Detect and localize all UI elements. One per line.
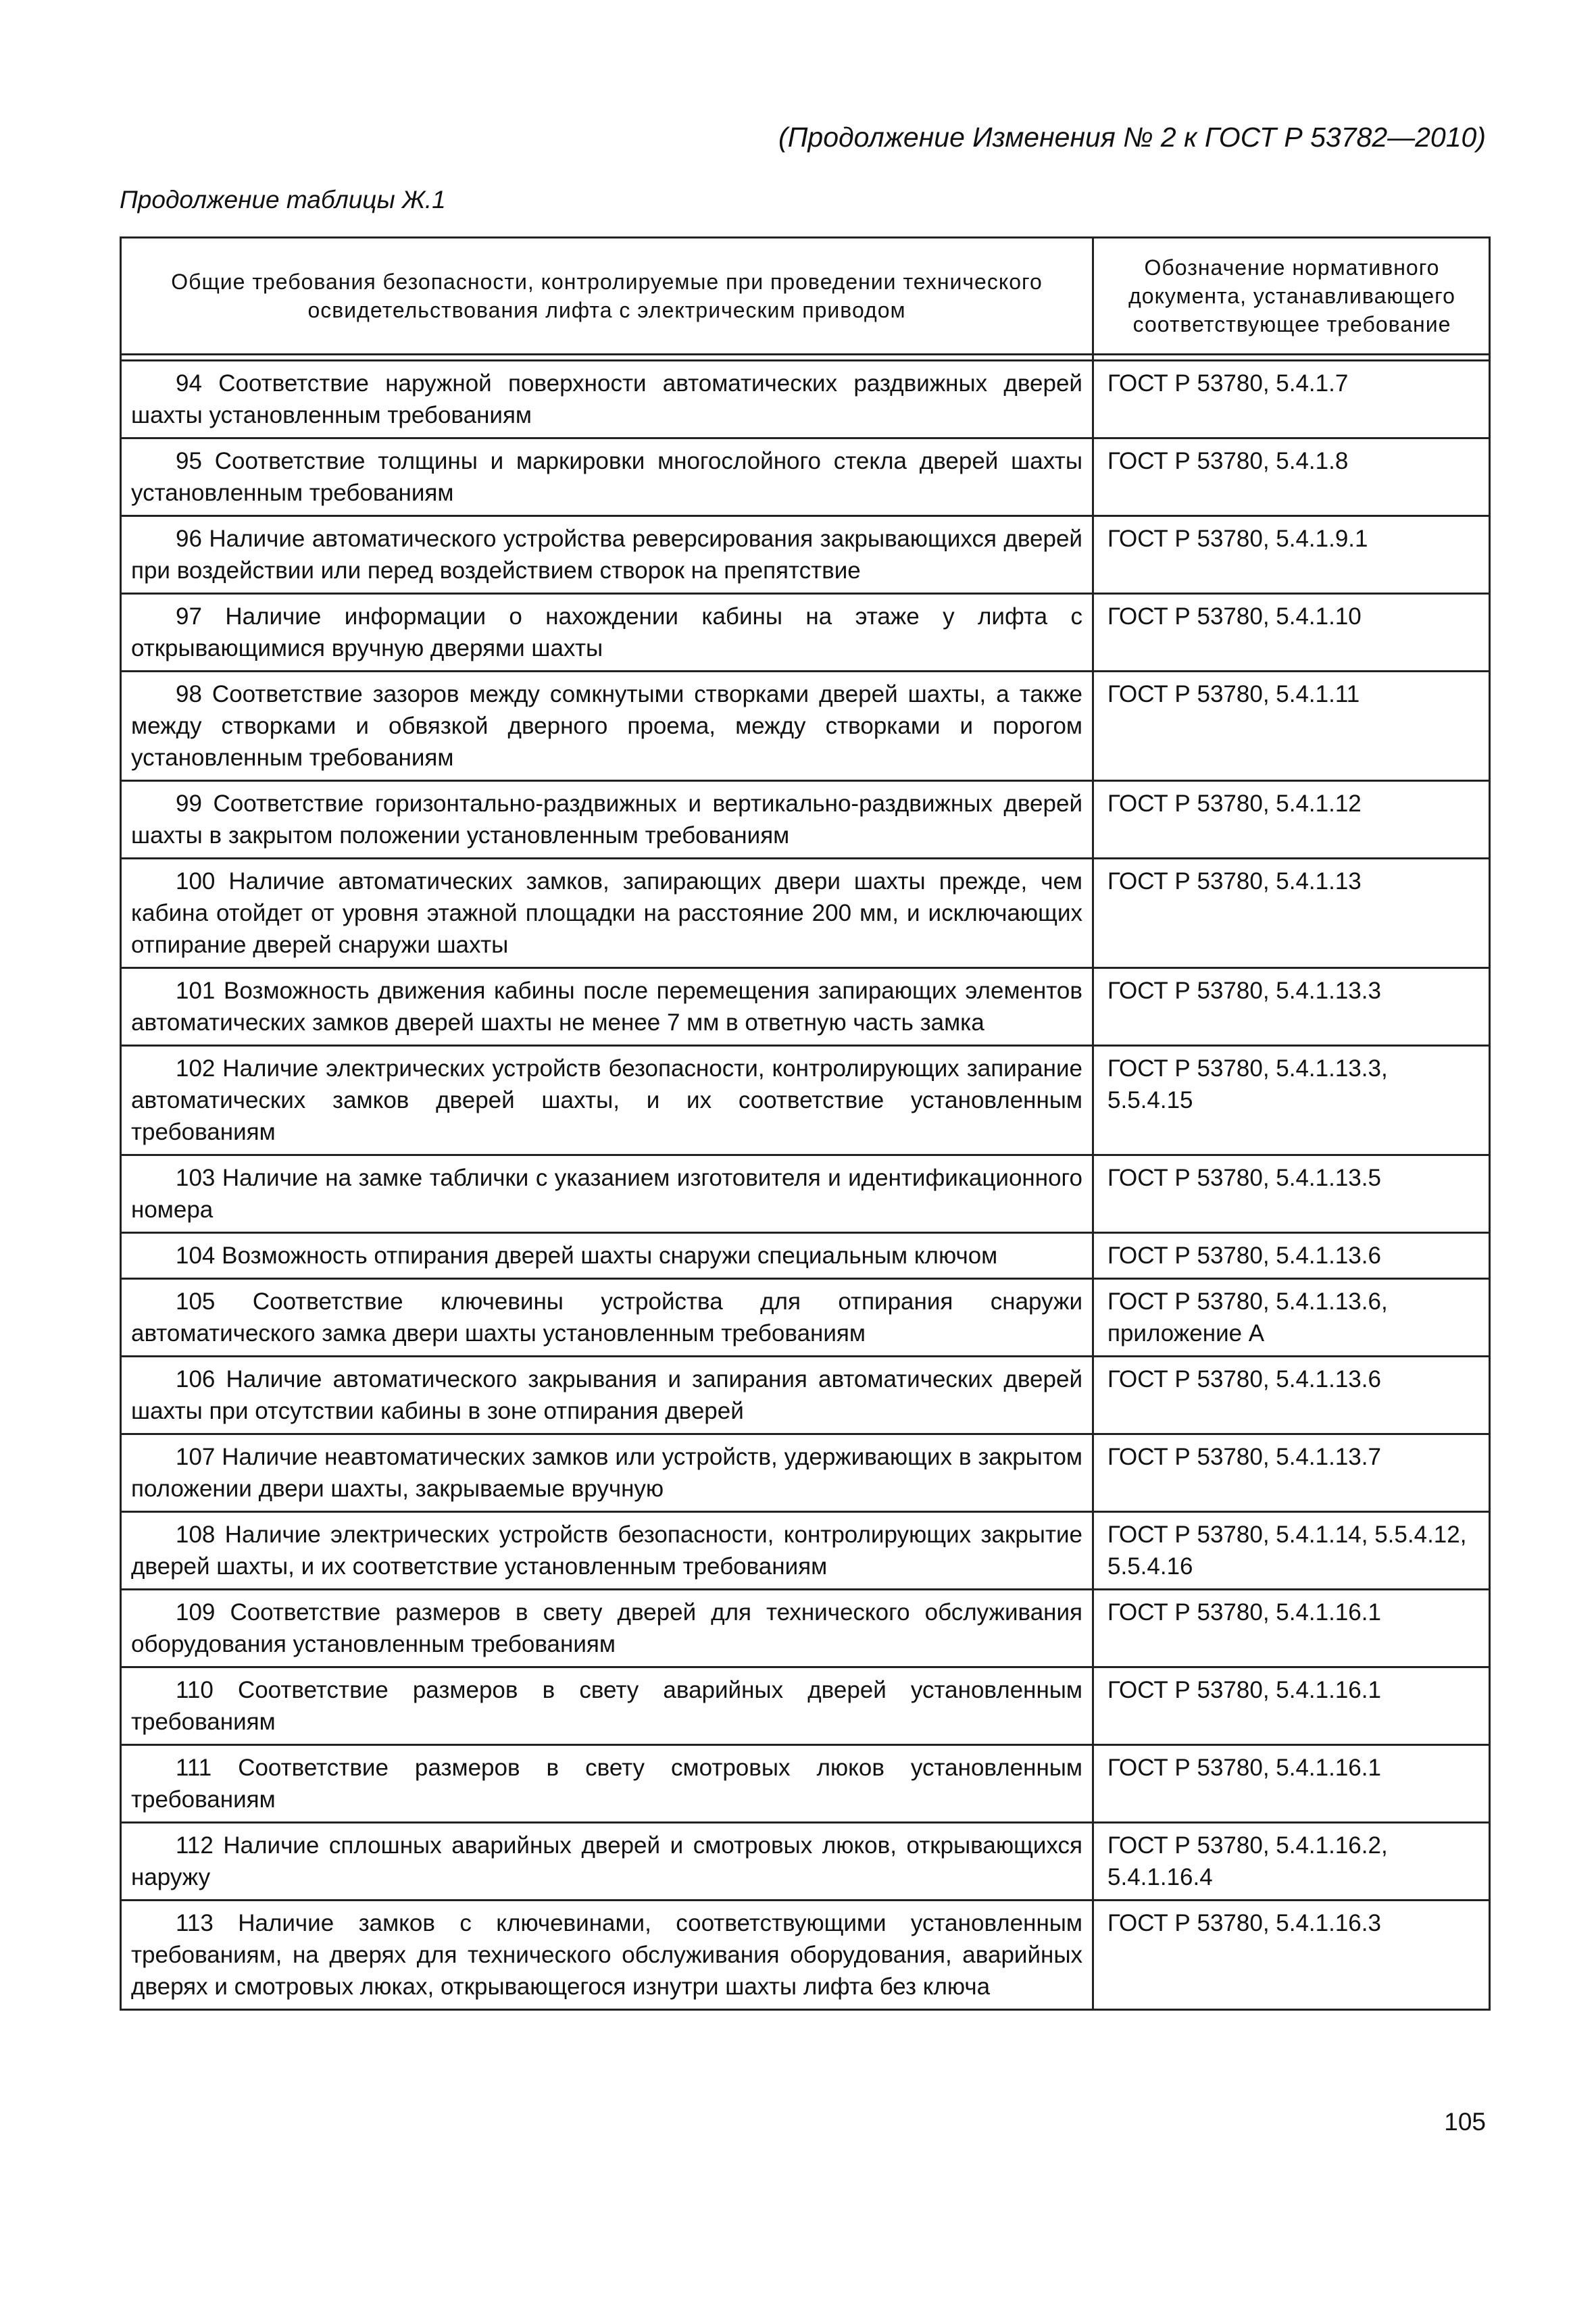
table-row bbox=[121, 968, 1490, 1046]
requirement-text: 98 Соответствие зазоров между сомкнутыми створками дверей шахты, а также между створками и обвязкой дверного проема, между створками и порогом установленным требованиям bbox=[131, 681, 1082, 771]
table-row bbox=[121, 1233, 1490, 1279]
document-reference: ГОСТ Р 53780, 5.4.1.13.3, 5.5.4.15 bbox=[1093, 1046, 1490, 1155]
table-row bbox=[121, 781, 1490, 859]
document-reference: ГОСТ Р 53780, 5.4.1.13.6, приложение А bbox=[1093, 1279, 1490, 1357]
table-row bbox=[121, 1667, 1490, 1745]
requirement-text: 100 Наличие автоматических замков, запирающих двери шахты прежде, чем кабина отойдет от уровня этажной площадки на расстояние 200 мм, и исключающих отпирание дверей снаружи шахты bbox=[131, 868, 1082, 958]
requirement-text: 97 Наличие информации о нахождении кабины на этаже у лифта с открывающимися вручную дверями шахты bbox=[131, 603, 1082, 661]
requirement-text: 106 Наличие автоматического закрывания и запирания автоматических дверей шахты при отсутствии кабины в зоне отпирания дверей bbox=[131, 1366, 1082, 1424]
table-row bbox=[121, 1590, 1490, 1667]
table-row bbox=[121, 1434, 1490, 1512]
document-reference: ГОСТ Р 53780, 5.4.1.16.1 bbox=[1093, 1667, 1490, 1745]
column-header-requirements: Общие требования безопасности, контролируемые при проведении технического освидетельствования лифта с электрическим приводом bbox=[121, 238, 1093, 355]
document-reference: ГОСТ Р 53780, 5.4.1.9.1 bbox=[1093, 516, 1490, 594]
table-header-row bbox=[121, 238, 1490, 355]
requirement-text: 112 Наличие сплошных аварийных дверей и смотровых люков, открывающихся наружу bbox=[131, 1832, 1082, 1890]
column-header-document: Обозначение нормативного документа, устанавливающего соответствующее требование bbox=[1093, 238, 1490, 355]
requirement-text: 99 Соответствие горизонтально-раздвижных и вертикально-раздвижных дверей шахты в закрытом положении установленным требованиям bbox=[131, 790, 1082, 849]
requirement-text: 96 Наличие автоматического устройства реверсирования закрывающихся дверей при воздействии или перед воздействием створок на препятствие bbox=[131, 526, 1082, 584]
document-reference: ГОСТ Р 53780, 5.4.1.13.3 bbox=[1093, 968, 1490, 1046]
document-reference: ГОСТ Р 53780, 5.4.1.13 bbox=[1093, 859, 1490, 968]
table-row bbox=[121, 1046, 1490, 1155]
requirement-text: 111 Соответствие размеров в свету смотровых люков установленным требованиям bbox=[131, 1755, 1082, 1813]
document-reference: ГОСТ Р 53780, 5.4.1.12 bbox=[1093, 781, 1490, 859]
header-separator bbox=[121, 355, 1490, 361]
document-reference: ГОСТ Р 53780, 5.4.1.16.1 bbox=[1093, 1745, 1490, 1823]
table-row bbox=[121, 1155, 1490, 1233]
requirements-table bbox=[120, 236, 1491, 2011]
table-row bbox=[121, 672, 1490, 781]
requirement-text: 110 Соответствие размеров в свету аварийных дверей установленным требованиям bbox=[131, 1677, 1082, 1735]
document-reference: ГОСТ Р 53780, 5.4.1.14, 5.5.4.12, 5.5.4.16 bbox=[1093, 1512, 1490, 1590]
table-row bbox=[121, 1745, 1490, 1823]
requirement-text: 108 Наличие электрических устройств безопасности, контролирующих закрытие дверей шахты, и их соответствие установленным требованиям bbox=[131, 1521, 1082, 1580]
table-row bbox=[121, 859, 1490, 968]
requirement-text: 102 Наличие электрических устройств безопасности, контролирующих запирание автоматических замков дверей шахты, и их соответствие установленным требованиям bbox=[131, 1055, 1082, 1145]
document-reference: ГОСТ Р 53780, 5.4.1.13.6 bbox=[1093, 1233, 1490, 1279]
document-reference: ГОСТ Р 53780, 5.4.1.7 bbox=[1093, 361, 1490, 438]
requirement-text: 107 Наличие неавтоматических замков или устройств, удерживающих в закрытом положении двери шахты, закрываемые вручную bbox=[131, 1444, 1082, 1502]
document-reference: ГОСТ Р 53780, 5.4.1.13.5 bbox=[1093, 1155, 1490, 1233]
document-reference: ГОСТ Р 53780, 5.4.1.13.7 bbox=[1093, 1434, 1490, 1512]
requirement-text: 95 Соответствие толщины и маркировки многослойного стекла дверей шахты установленным требованиям bbox=[131, 448, 1082, 506]
table-row bbox=[121, 1901, 1490, 2010]
requirement-text: 103 Наличие на замке таблички с указанием изготовителя и идентификационного номера bbox=[131, 1165, 1082, 1223]
document-reference: ГОСТ Р 53780, 5.4.1.16.3 bbox=[1093, 1901, 1490, 2010]
table-row bbox=[121, 594, 1490, 672]
requirement-text: 113 Наличие замков с ключевинами, соответствующими установленным требованиям, на дверях для технического обслуживания оборудования, аварийных дверях и смотровых люках, открывающегося изнутри шахты лифта без ключа bbox=[131, 1910, 1082, 2000]
page-number: 105 bbox=[1444, 2108, 1486, 2136]
running-title: (Продолжение Изменения № 2 к ГОСТ Р 53782—2010) bbox=[778, 122, 1486, 153]
requirement-text: 109 Соответствие размеров в свету дверей для технического обслуживания оборудования установленным требованиям bbox=[131, 1599, 1082, 1657]
table-row bbox=[121, 438, 1490, 516]
document-reference: ГОСТ Р 53780, 5.4.1.10 bbox=[1093, 594, 1490, 672]
document-reference: ГОСТ Р 53780, 5.4.1.8 bbox=[1093, 438, 1490, 516]
requirement-text: 94 Соответствие наружной поверхности автоматических раздвижных дверей шахты установленным требованиям bbox=[131, 370, 1082, 428]
requirement-text: 104 Возможность отпирания дверей шахты снаружи специальным ключом bbox=[176, 1242, 998, 1269]
table-caption: Продолжение таблицы Ж.1 bbox=[120, 186, 446, 213]
table-row bbox=[121, 1279, 1490, 1357]
table-row bbox=[121, 361, 1490, 438]
document-reference: ГОСТ Р 53780, 5.4.1.13.6 bbox=[1093, 1357, 1490, 1434]
table-row bbox=[121, 1357, 1490, 1434]
table-row bbox=[121, 1512, 1490, 1590]
requirement-text: 105 Соответствие ключевины устройства для отпирания снаружи автоматического замка двери шахты установленным требованиям bbox=[131, 1288, 1082, 1347]
document-reference: ГОСТ Р 53780, 5.4.1.16.1 bbox=[1093, 1590, 1490, 1667]
document-reference: ГОСТ Р 53780, 5.4.1.16.2, 5.4.1.16.4 bbox=[1093, 1823, 1490, 1901]
requirement-text: 101 Возможность движения кабины после перемещения запирающих элементов автоматических замков дверей шахты не менее 7 мм в ответную часть замка bbox=[131, 978, 1082, 1036]
table-row bbox=[121, 516, 1490, 594]
table-row bbox=[121, 1823, 1490, 1901]
document-reference: ГОСТ Р 53780, 5.4.1.11 bbox=[1093, 672, 1490, 781]
